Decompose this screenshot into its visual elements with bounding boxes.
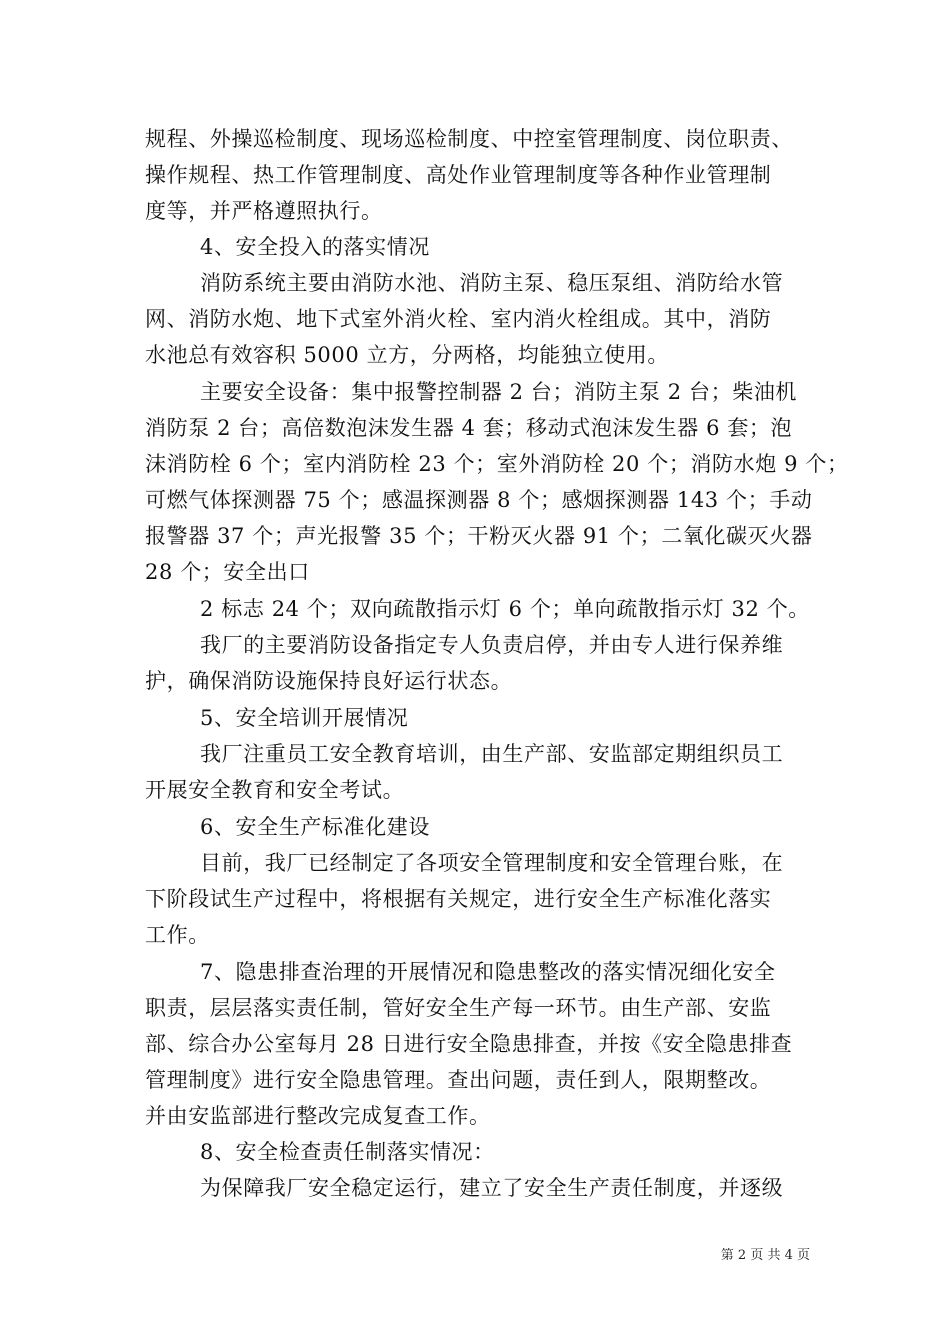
text-line: 部、综合办公室每月 28 日进行安全隐患排查，并按《安全隐患排查 (145, 1032, 793, 1056)
section-heading: 4、安全投入的落实情况 (200, 235, 430, 259)
text-line: 我厂的主要消防设备指定专人负责启停，并由专人进行保养维 (200, 633, 784, 657)
section-heading: 8、安全检查责任制落实情况： (200, 1140, 495, 1164)
text-line: 职责，层层落实责任制，管好安全生产每一环节。由生产部、安监 (145, 996, 772, 1020)
text-line: 我厂注重员工安全教育培训，由生产部、安监部定期组织员工 (200, 742, 784, 766)
section-heading: 7、隐患排查治理的开展情况和隐患整改的落实情况细化安全 (200, 960, 776, 984)
text-line: 规程、外操巡检制度、现场巡检制度、中控室管理制度、岗位职责、 (145, 127, 793, 151)
text-line: 消防系统主要由消防水池、消防主泵、稳压泵组、消防给水管 (200, 271, 784, 295)
page-indicator: 第 2 页 共 4 页 (720, 1248, 810, 1263)
text-line: 目前，我厂已经制定了各项安全管理制度和安全管理台账，在 (200, 851, 784, 875)
text-line: 网、消防水炮、地下式室外消火栓、室内消火栓组成。其中，消防 (145, 307, 772, 331)
text-line: 管理制度》进行安全隐患管理。查出问题，责任到人，限期整改。 (145, 1068, 772, 1092)
text-line: 并由安监部进行整改完成复查工作。 (145, 1104, 491, 1128)
text-line: 工作。 (145, 923, 210, 947)
text-line: 主要安全设备：集中报警控制器 2 台；消防主泵 2 台；柴油机 (200, 380, 798, 404)
text-line: 为保障我厂安全稳定运行，建立了安全生产责任制度，并逐级 (200, 1176, 784, 1200)
text-line: 28 个；安全出口 (145, 560, 310, 584)
text-line: 消防泵 2 台；高倍数泡沫发生器 4 套；移动式泡沫发生器 6 套；泡 (145, 416, 793, 440)
section-heading: 5、安全培训开展情况 (200, 706, 409, 730)
section-heading: 6、安全生产标准化建设 (200, 815, 430, 839)
text-line: 报警器 37 个；声光报警 35 个；干粉灭火器 91 个；二氧化碳灭火器 (145, 524, 813, 548)
text-line: 开展安全教育和安全考试。 (145, 778, 405, 802)
text-line: 度等，并严格遵照执行。 (145, 199, 383, 223)
text-line: 2 标志 24 个；双向疏散指示灯 6 个；单向疏散指示灯 32 个。 (200, 597, 810, 621)
text-line: 可燃气体探测器 75 个；感温探测器 8 个；感烟探测器 143 个；手动 (145, 488, 813, 512)
text-line: 护，确保消防设施保持良好运行状态。 (145, 669, 513, 693)
text-line: 水池总有效容积 5000 立方，分两格，均能独立使用。 (145, 343, 669, 367)
text-line: 操作规程、热工作管理制度、高处作业管理制度等各种作业管理制 (145, 163, 772, 187)
text-line: 下阶段试生产过程中，将根据有关规定，进行安全生产标准化落实 (145, 887, 772, 911)
text-line: 沫消防栓 6 个；室内消防栓 23 个；室外消防栓 20 个；消防水炮 9 个； (145, 452, 849, 476)
